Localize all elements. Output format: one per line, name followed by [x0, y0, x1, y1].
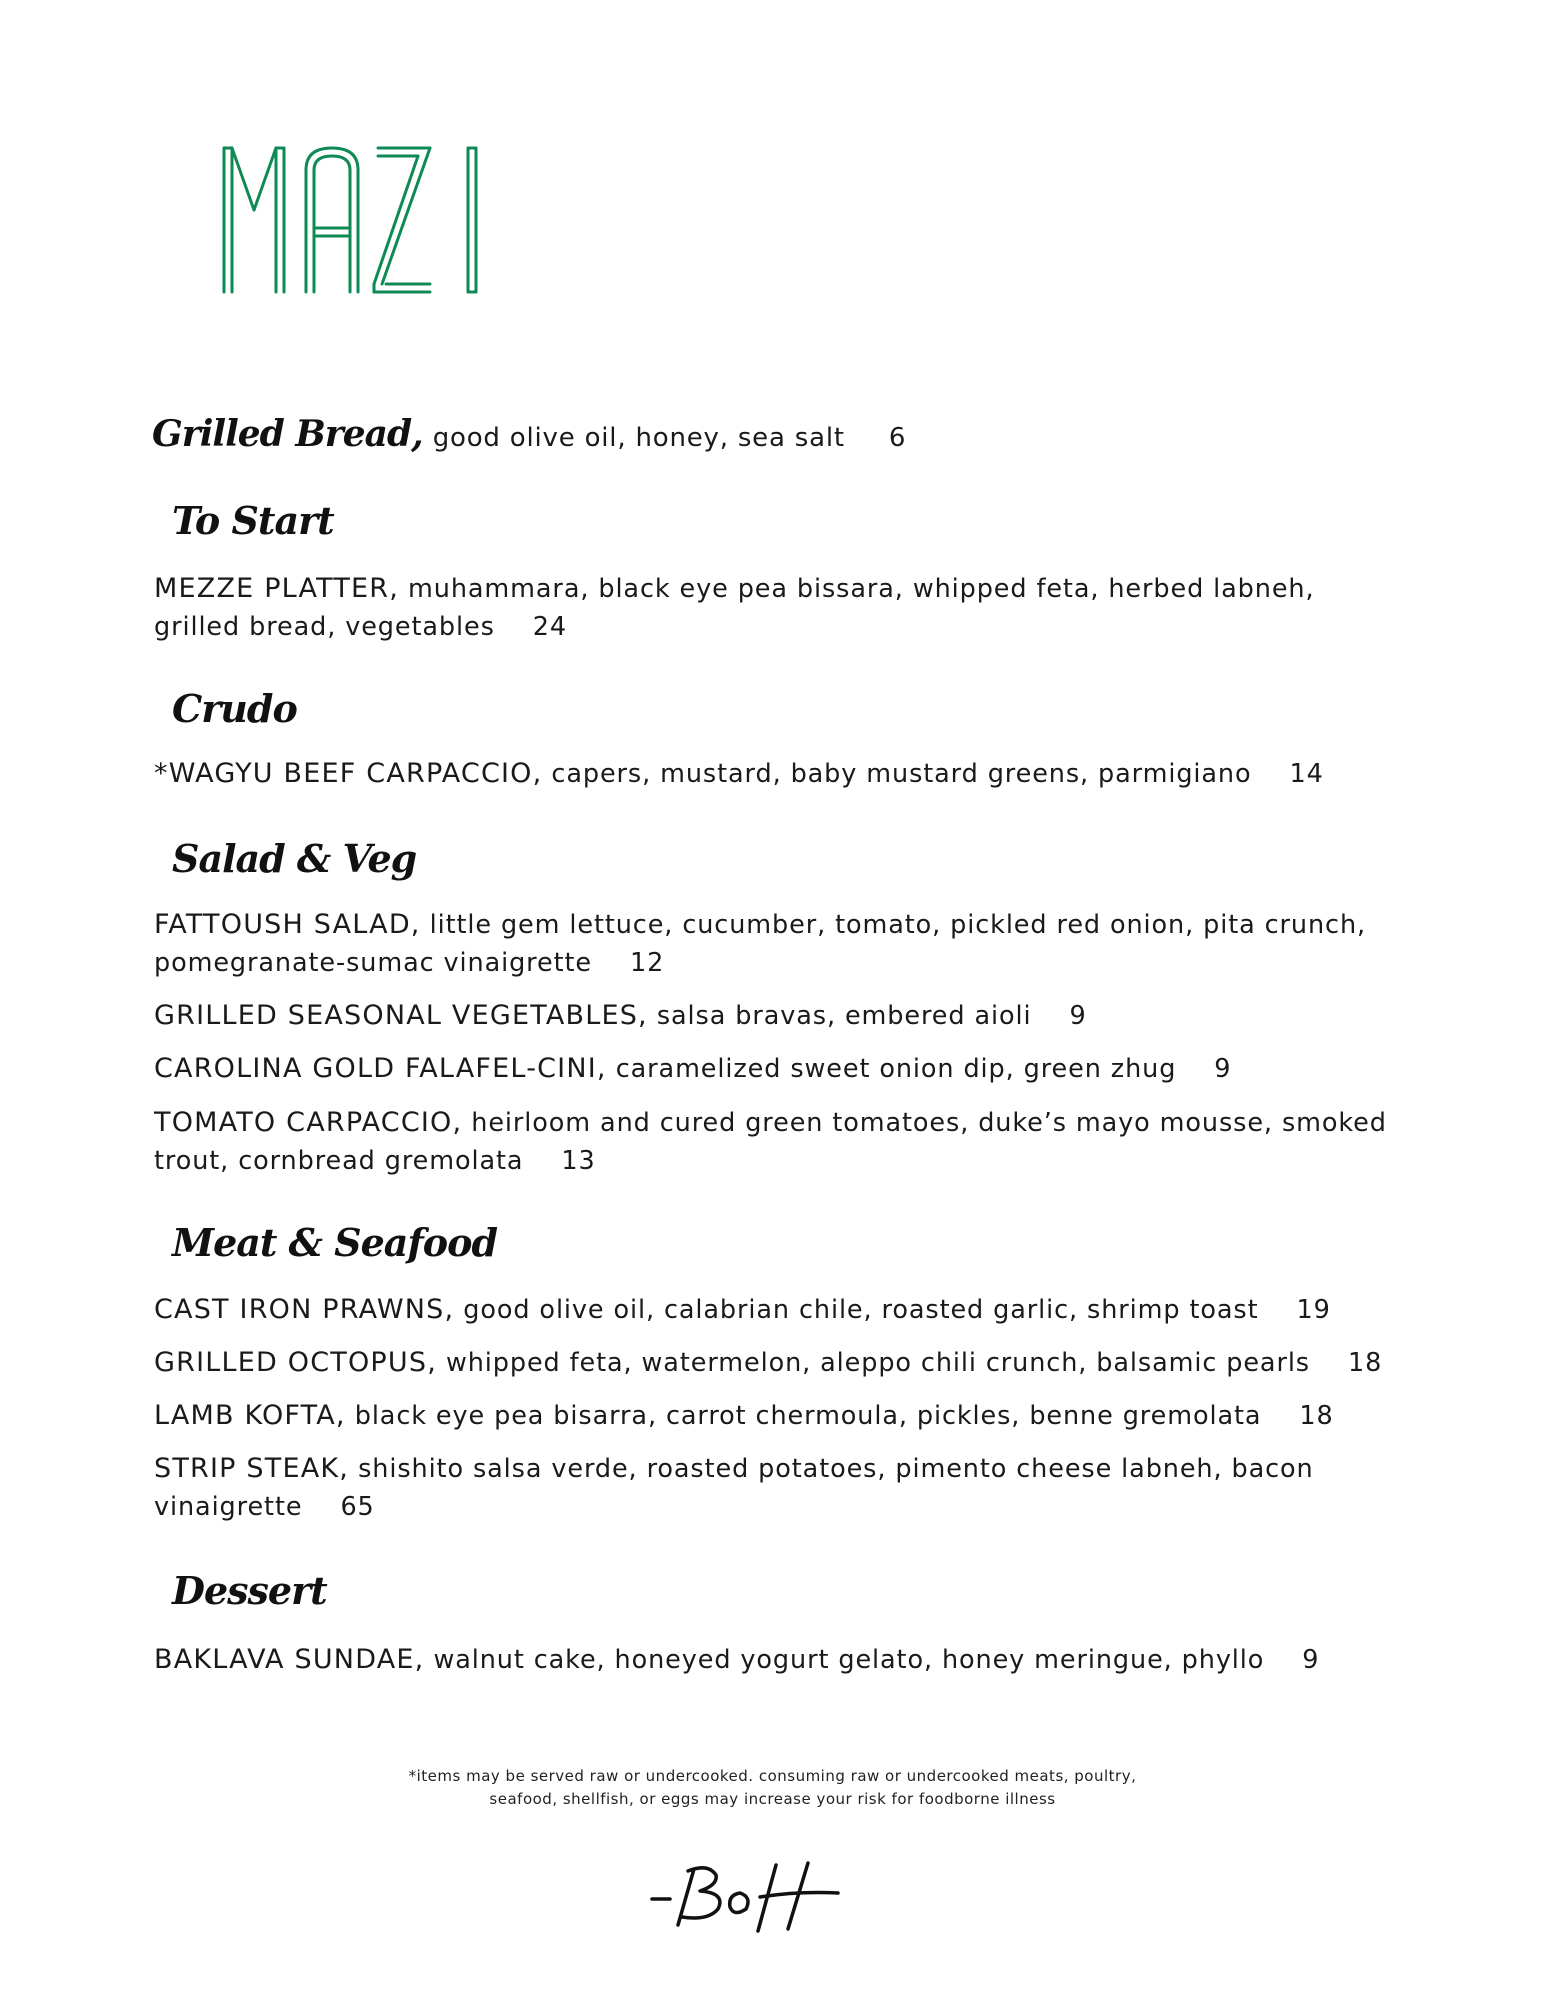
menu-item-grilled-octopus	[154, 1344, 1394, 1382]
grilled-bread-price: 6	[888, 423, 906, 453]
item-price: 9	[1069, 1001, 1087, 1031]
item-description: little gem lettuce, cucumber, tomato, pickled red onion, pita crunch, pomegranate-sumac vinaigrette	[154, 910, 1367, 978]
item-description: whipped feta, watermelon, aleppo chili crunch, balsamic pearls	[436, 1348, 1310, 1378]
menu-item-tomato-carpaccio	[154, 1104, 1394, 1180]
item-name: STRIP STEAK,	[154, 1453, 350, 1484]
item-price: 18	[1348, 1348, 1383, 1378]
raw-food-notice	[0, 1765, 1545, 1811]
item-name: MEZZE PLATTER,	[154, 573, 400, 604]
menu-item-grilled-vegetables	[154, 997, 1394, 1035]
item-name: *WAGYU BEEF CARPACCIO,	[154, 758, 543, 789]
item-name: LAMB KOFTA,	[154, 1400, 346, 1431]
item-price: 24	[532, 612, 568, 642]
menu-item-fattoush-salad	[154, 906, 1394, 982]
menu-item-wagyu-carpaccio	[154, 755, 1394, 793]
grilled-bread-line	[152, 413, 905, 455]
notice-line-1: *items may be served raw or undercooked. consuming raw or undercooked meats, poultry,	[408, 1767, 1137, 1785]
section-title-salad-veg: Salad & Veg	[172, 836, 417, 881]
item-price: 13	[561, 1146, 596, 1176]
menu-item-falafel-cini	[154, 1050, 1394, 1088]
item-description: capers, mustard, baby mustard greens, parmigiano	[542, 759, 1252, 789]
menu-item-mezze-platter	[154, 570, 1394, 646]
signature-mark	[648, 1855, 848, 1935]
section-title-dessert: Dessert	[172, 1568, 327, 1613]
item-price: 9	[1214, 1054, 1232, 1084]
item-name: GRILLED SEASONAL VEGETABLES,	[154, 1000, 648, 1031]
item-price: 9	[1302, 1645, 1320, 1675]
item-description: muhammara, black eye pea bissara, whipped feta, herbed labneh, grilled bread, vegetables	[154, 574, 1315, 642]
item-price: 18	[1299, 1401, 1334, 1431]
section-title-meat-seafood: Meat & Seafood	[172, 1220, 498, 1265]
item-name: CAROLINA GOLD FALAFEL-CINI,	[154, 1053, 607, 1084]
item-name: BAKLAVA SUNDAE,	[154, 1644, 425, 1675]
mazi-logo-mark	[218, 140, 490, 300]
mazi-logo	[218, 140, 490, 300]
item-price: 14	[1289, 759, 1324, 789]
item-description: caramelized sweet onion dip, green zhug	[606, 1054, 1177, 1084]
signature	[648, 1855, 848, 1935]
item-name: CAST IRON PRAWNS,	[154, 1294, 455, 1325]
menu-item-strip-steak	[154, 1450, 1394, 1526]
item-name: GRILLED OCTOPUS,	[154, 1347, 437, 1378]
menu-item-cast-iron-prawns	[154, 1291, 1394, 1329]
item-price: 19	[1296, 1295, 1331, 1325]
section-title-crudo: Crudo	[172, 686, 297, 731]
item-name: TOMATO CARPACCIO,	[154, 1107, 463, 1138]
grilled-bread-description: good olive oil, honey, sea salt	[432, 423, 845, 453]
item-description: heirloom and cured green tomatoes, duke’s mayo mousse, smoked trout, cornbread gremolata	[154, 1108, 1387, 1176]
menu-item-baklava-sundae	[154, 1641, 1394, 1679]
item-price: 65	[340, 1492, 375, 1522]
item-description: black eye pea bisarra, carrot chermoula, pickles, benne gremolata	[345, 1401, 1262, 1431]
item-description: shishito salsa verde, roasted potatoes, pimento cheese labneh, bacon vinaigrette	[154, 1454, 1314, 1522]
grilled-bread-title: Grilled Bread,	[152, 413, 423, 455]
item-description: good olive oil, calabrian chile, roasted garlic, shrimp toast	[454, 1295, 1259, 1325]
menu-item-lamb-kofta	[154, 1397, 1394, 1435]
item-description: salsa bravas, embered aioli	[647, 1001, 1032, 1031]
section-title-to-start: To Start	[172, 498, 334, 543]
notice-line-2: seafood, shellfish, or eggs may increase your risk for foodborne illness	[489, 1790, 1056, 1808]
item-price: 12	[629, 948, 665, 978]
item-description: walnut cake, honeyed yogurt gelato, honey meringue, phyllo	[424, 1645, 1265, 1675]
item-name: FATTOUSH SALAD,	[154, 909, 421, 940]
